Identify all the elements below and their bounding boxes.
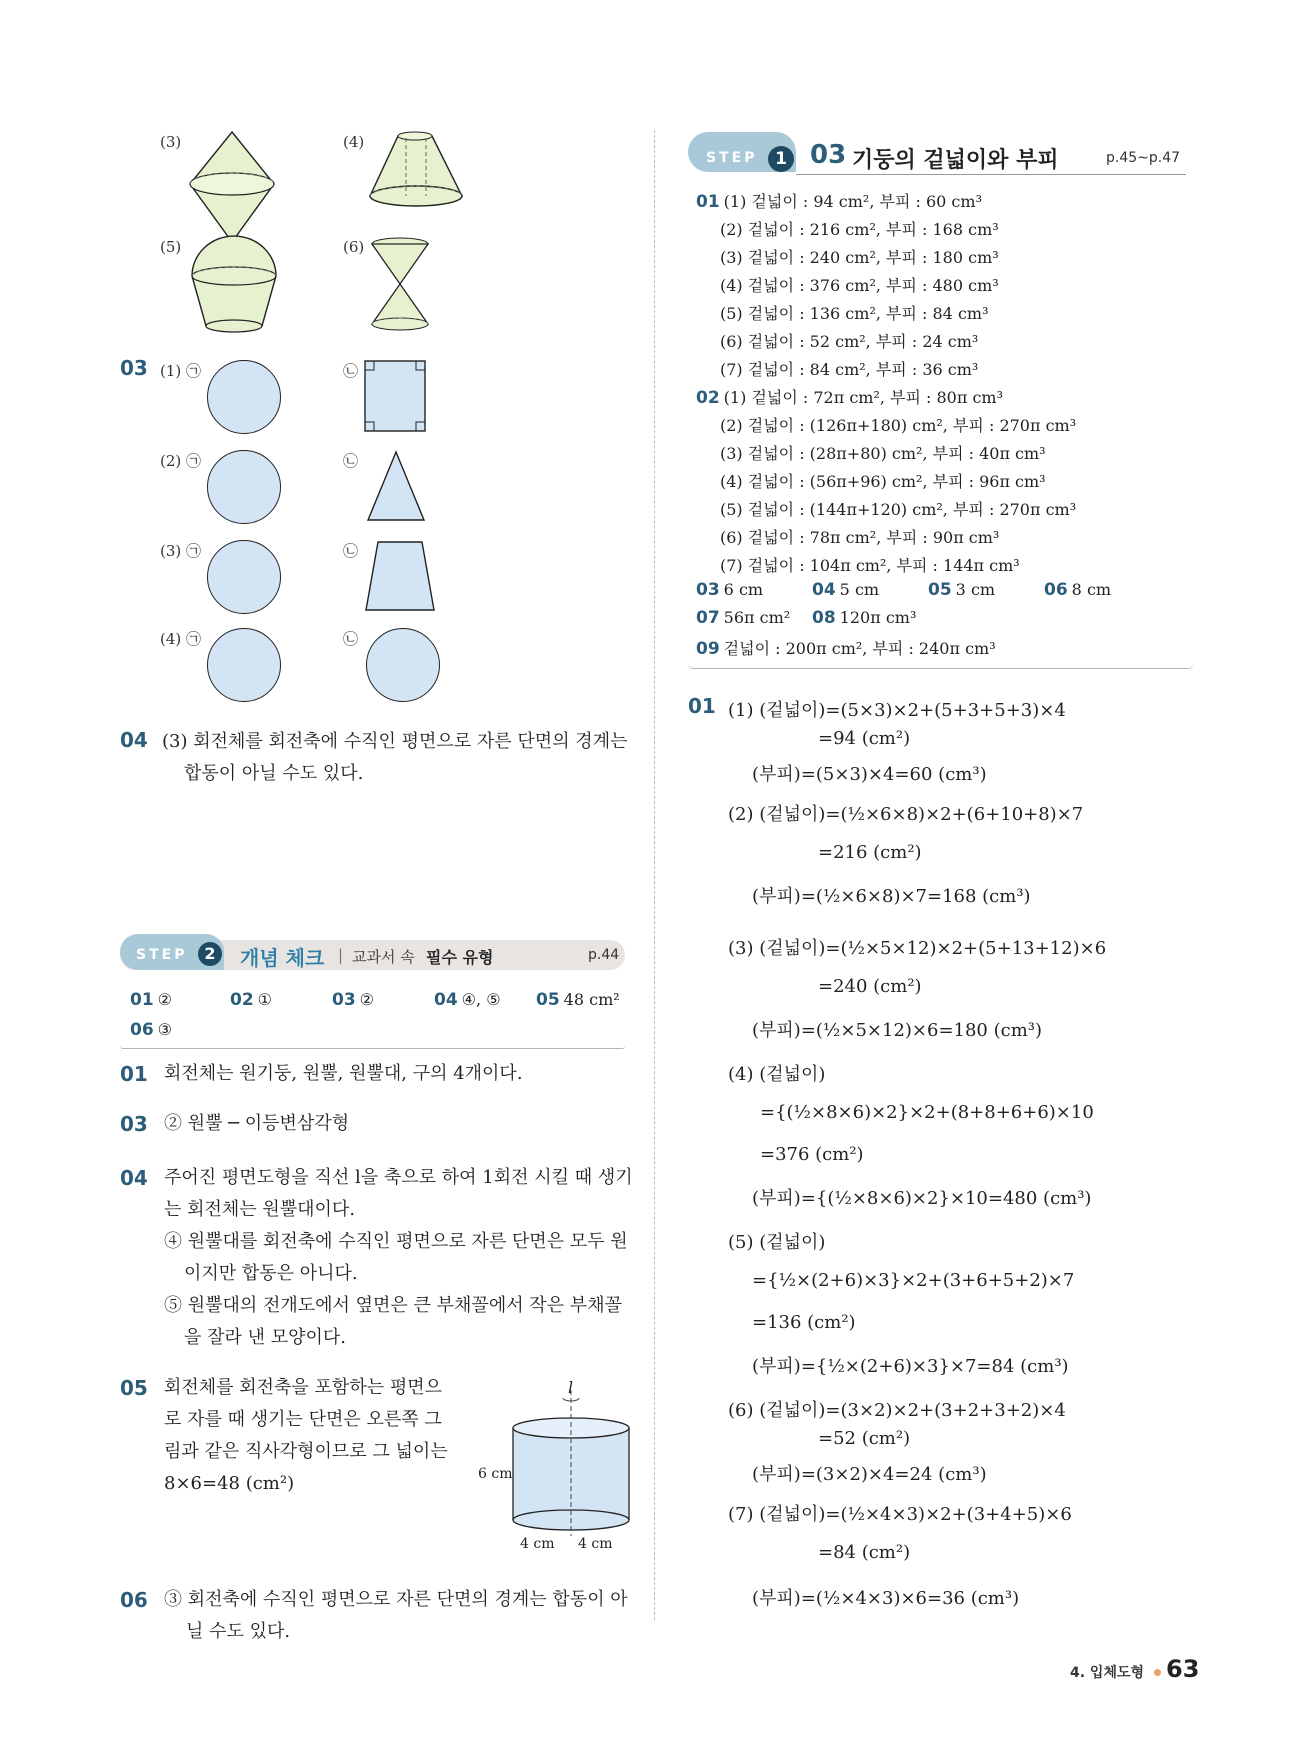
- step1-answer-09: 09 겉넓이 : 200π cm², 부피 : 240π cm³: [696, 639, 996, 659]
- expl-03-number: 03: [120, 1112, 148, 1136]
- step1-answer-03: 03 6 cm: [696, 580, 764, 600]
- expl-03-text: ② 원뿔 ─ 이등변삼각형: [164, 1113, 350, 1134]
- square-shape: [364, 360, 426, 432]
- sol-line-22: =84 (cm²): [818, 1542, 911, 1563]
- sol-line-20: (부피)=(3×2)×4=24 (cm³): [752, 1464, 987, 1485]
- sol-line-19: =52 (cm²): [818, 1428, 911, 1449]
- expl-05-number: 05: [120, 1376, 148, 1400]
- q03-row3-circle: [207, 540, 281, 614]
- q04-text: (3) 회전체를 회전축에 수직인 평면으로 자른 단면의 경계는 합동이 아닐 수도 있다.: [162, 731, 628, 784]
- step1-divider: [688, 664, 1193, 669]
- figure-label-3: (3): [160, 133, 182, 151]
- step2-word: STEP: [136, 947, 188, 963]
- cylinder-height-label: 6 cm: [478, 1466, 513, 1482]
- cylinder-axis-label: l: [568, 1378, 574, 1397]
- sol-line-18: (6) (겉넓이)=(3×2)×2+(3+2+3+2)×4: [728, 1400, 1066, 1421]
- step1-number: 1: [768, 146, 794, 172]
- q03-number: 03: [120, 356, 148, 380]
- hourglass-cone-icon: [366, 234, 434, 334]
- sol-line-1: (1) (겉넓이)=(5×3)×2+(5+3+5+3)×4: [728, 700, 1066, 721]
- step1-answer-08: 08 120π cm³: [812, 608, 917, 628]
- step1-word: STEP: [706, 150, 758, 166]
- sol-line-17: (부피)={½×(2+6)×3}×7=84 (cm³): [752, 1356, 1069, 1377]
- sol-line-5: =216 (cm²): [818, 842, 922, 863]
- step2-answer-06: 06 ③: [130, 1020, 173, 1040]
- step1-title-number: 03: [810, 140, 847, 170]
- cylinder-width-label-2: 4 cm: [578, 1536, 613, 1552]
- figure-label-4: (4): [343, 133, 365, 151]
- step2-answer-05: 05 48 cm²: [536, 990, 620, 1010]
- step1-answer-04: 04 5 cm: [812, 580, 880, 600]
- expl-04-number: 04: [120, 1166, 148, 1190]
- expl-04-text: 주어진 평면도형을 직선 l을 축으로 하여 1회전 시킬 때 생기 는 회전체는 원뿔대이다. ④ 원뿔대를 회전축에 수직인 평면으로 자른 단면은 모두 원 이지만 합동은 아니다. ⑤ 원뿔대의 전개도에서 옆면은 큰 부채꼴에서 작은 부채꼴 을 잘라 낸 모양이다.: [164, 1167, 633, 1348]
- step2-page: p.44: [588, 947, 620, 963]
- expl-06-number: 06: [120, 1588, 148, 1612]
- q03-row2-right-label: ㉡: [343, 452, 359, 470]
- q04-number: 04: [120, 728, 148, 752]
- cylinder-width-label-1: 4 cm: [520, 1536, 555, 1552]
- expl-05-text: 회전체를 회전축을 포함하는 평면으 로 자를 때 생기는 단면은 오른쪽 그 림과 같은 직사각형이므로 그 넓이는 8×6=48 (cm²): [164, 1377, 448, 1494]
- triangle-shape: [366, 450, 426, 522]
- q03-row2-circle: [207, 450, 281, 524]
- step1-title: 기둥의 겉넓이와 부피: [852, 148, 1059, 173]
- step1-answers-01: 01 (1) 겉넓이 : 94 cm², 부피 : 60 cm³ (2) 겉넓이 : 216 cm², 부피 : 168 cm³ (3) 겉넓이 : 240 cm², 부피 : 180 cm³ (4) 겉넓이 : 376 cm², 부피 : 480 cm³ (5) 겉넓이 : 136 cm², 부피 : 84 cm³ (6) 겉넓이 : 52 cm², 부피 : 24 cm³ (7) 겉넓이 : 84 cm², 부피 : 36 cm³ 02 (1) 겉넓이 : 72π cm², 부피 : 80π cm³ (2) 겉넓이 : (126π+180) cm², 부피 : 270π cm³ (3) 겉넓이 : (28π+80) cm², 부피 : 40π cm³ (4) 겉넓이 : (56π+96) cm², 부피 : 96π cm³ (5) 겉넓이 : (144π+120) cm², 부피 : 270π cm³ (6) 겉넓이 : 78π cm², 부피 : 90π cm³ (7) 겉넓이 : 104π cm², 부피 : 144π cm³: [696, 192, 1077, 575]
- step1-header: [688, 130, 1193, 180]
- step2-answer-01: 01 ②: [130, 990, 173, 1010]
- step2-divider: [120, 1046, 625, 1049]
- expl-01-text: 회전체는 원기둥, 원뿔, 원뿔대, 구의 4개이다.: [164, 1063, 523, 1084]
- expl-01-number: 01: [120, 1062, 148, 1086]
- sol-line-4: (2) (겉넓이)=(½×6×8)×2+(6+10+8)×7: [728, 804, 1084, 825]
- q03-row4-right-label: ㉡: [343, 630, 359, 648]
- footer-page-number: 63: [1166, 1655, 1200, 1683]
- step2-separator: |: [338, 946, 344, 964]
- trapezoid-shape: [364, 540, 436, 612]
- figure-label-6: (6): [343, 238, 365, 256]
- figure-label-5: (5): [160, 238, 182, 256]
- sol-line-2: =94 (cm²): [818, 728, 911, 749]
- sol-line-16: =136 (cm²): [752, 1312, 856, 1333]
- sol-line-23: (부피)=(½×4×3)×6=36 (cm³): [752, 1588, 1020, 1609]
- sol-line-21: (7) (겉넓이)=(½×4×3)×2+(3+4+5)×6: [728, 1504, 1072, 1525]
- q03-row1-right-label: ㉡: [343, 362, 359, 380]
- cylinder-figure-icon: [475, 1376, 635, 1546]
- expl-06-text: ③ 회전축에 수직인 평면으로 자른 단면의 경계는 합동이 아 닐 수도 있다.: [164, 1589, 628, 1642]
- step1-answer-06: 06 8 cm: [1044, 580, 1112, 600]
- frustum-icon: [366, 128, 466, 208]
- step2-subtitle-prefix: 교과서 속: [352, 948, 415, 966]
- sol-line-11: ={(½×8×6)×2}×2+(8+8+6+6)×10: [760, 1102, 1094, 1123]
- step2-title: 개념 체크: [240, 946, 325, 970]
- step2-answer-02: 02 ①: [230, 990, 273, 1010]
- q03-row1-circle: [207, 360, 281, 434]
- step2-subtitle-bold: 필수 유형: [426, 948, 494, 967]
- sol-line-9: (부피)=(½×5×12)×6=180 (cm³): [752, 1020, 1043, 1041]
- sol-line-12: =376 (cm²): [760, 1144, 864, 1165]
- sol-line-3: (부피)=(5×3)×4=60 (cm³): [752, 764, 987, 785]
- column-divider: [654, 130, 655, 1620]
- hemisphere-frustum-icon: [186, 234, 282, 334]
- sol-line-10: (4) (겉넓이): [728, 1064, 826, 1085]
- footer-dot: [1154, 1669, 1161, 1676]
- step1-page: p.45~p.47: [1106, 150, 1181, 166]
- sol-line-13: (부피)={(½×8×6)×2}×10=480 (cm³): [752, 1188, 1092, 1209]
- sol-line-14: (5) (겉넓이): [728, 1232, 826, 1253]
- step2-header: [120, 940, 625, 970]
- q03-row4-left-label: (4) ㉠: [160, 630, 202, 648]
- q03-row4-right-circle: [366, 628, 440, 702]
- q03-row3-left-label: (3) ㉠: [160, 542, 202, 560]
- double-cone-icon: [186, 128, 278, 246]
- step2-answer-03: 03 ②: [332, 990, 375, 1010]
- q03-row2-left-label: (2) ㉠: [160, 452, 202, 470]
- sol-line-6: (부피)=(½×6×8)×7=168 (cm³): [752, 886, 1031, 907]
- sol-line-7: (3) (겉넓이)=(½×5×12)×2+(5+13+12)×6: [728, 938, 1107, 959]
- q03-row1-left-label: (1) ㉠: [160, 362, 202, 380]
- step1-answer-05: 05 3 cm: [928, 580, 996, 600]
- sol-line-15: ={½×(2+6)×3}×2+(3+6+5+2)×7: [752, 1270, 1075, 1291]
- sol-line-8: =240 (cm²): [818, 976, 922, 997]
- footer-chapter: 4. 입체도형: [1070, 1665, 1145, 1681]
- step1-answer-07: 07 56π cm²: [696, 608, 791, 628]
- step2-answer-04: 04 ④, ⑤: [434, 990, 501, 1010]
- q03-row4-circle: [207, 628, 281, 702]
- sol-01-number: 01: [688, 694, 716, 718]
- q03-row3-right-label: ㉡: [343, 542, 359, 560]
- step2-number: 2: [198, 942, 222, 966]
